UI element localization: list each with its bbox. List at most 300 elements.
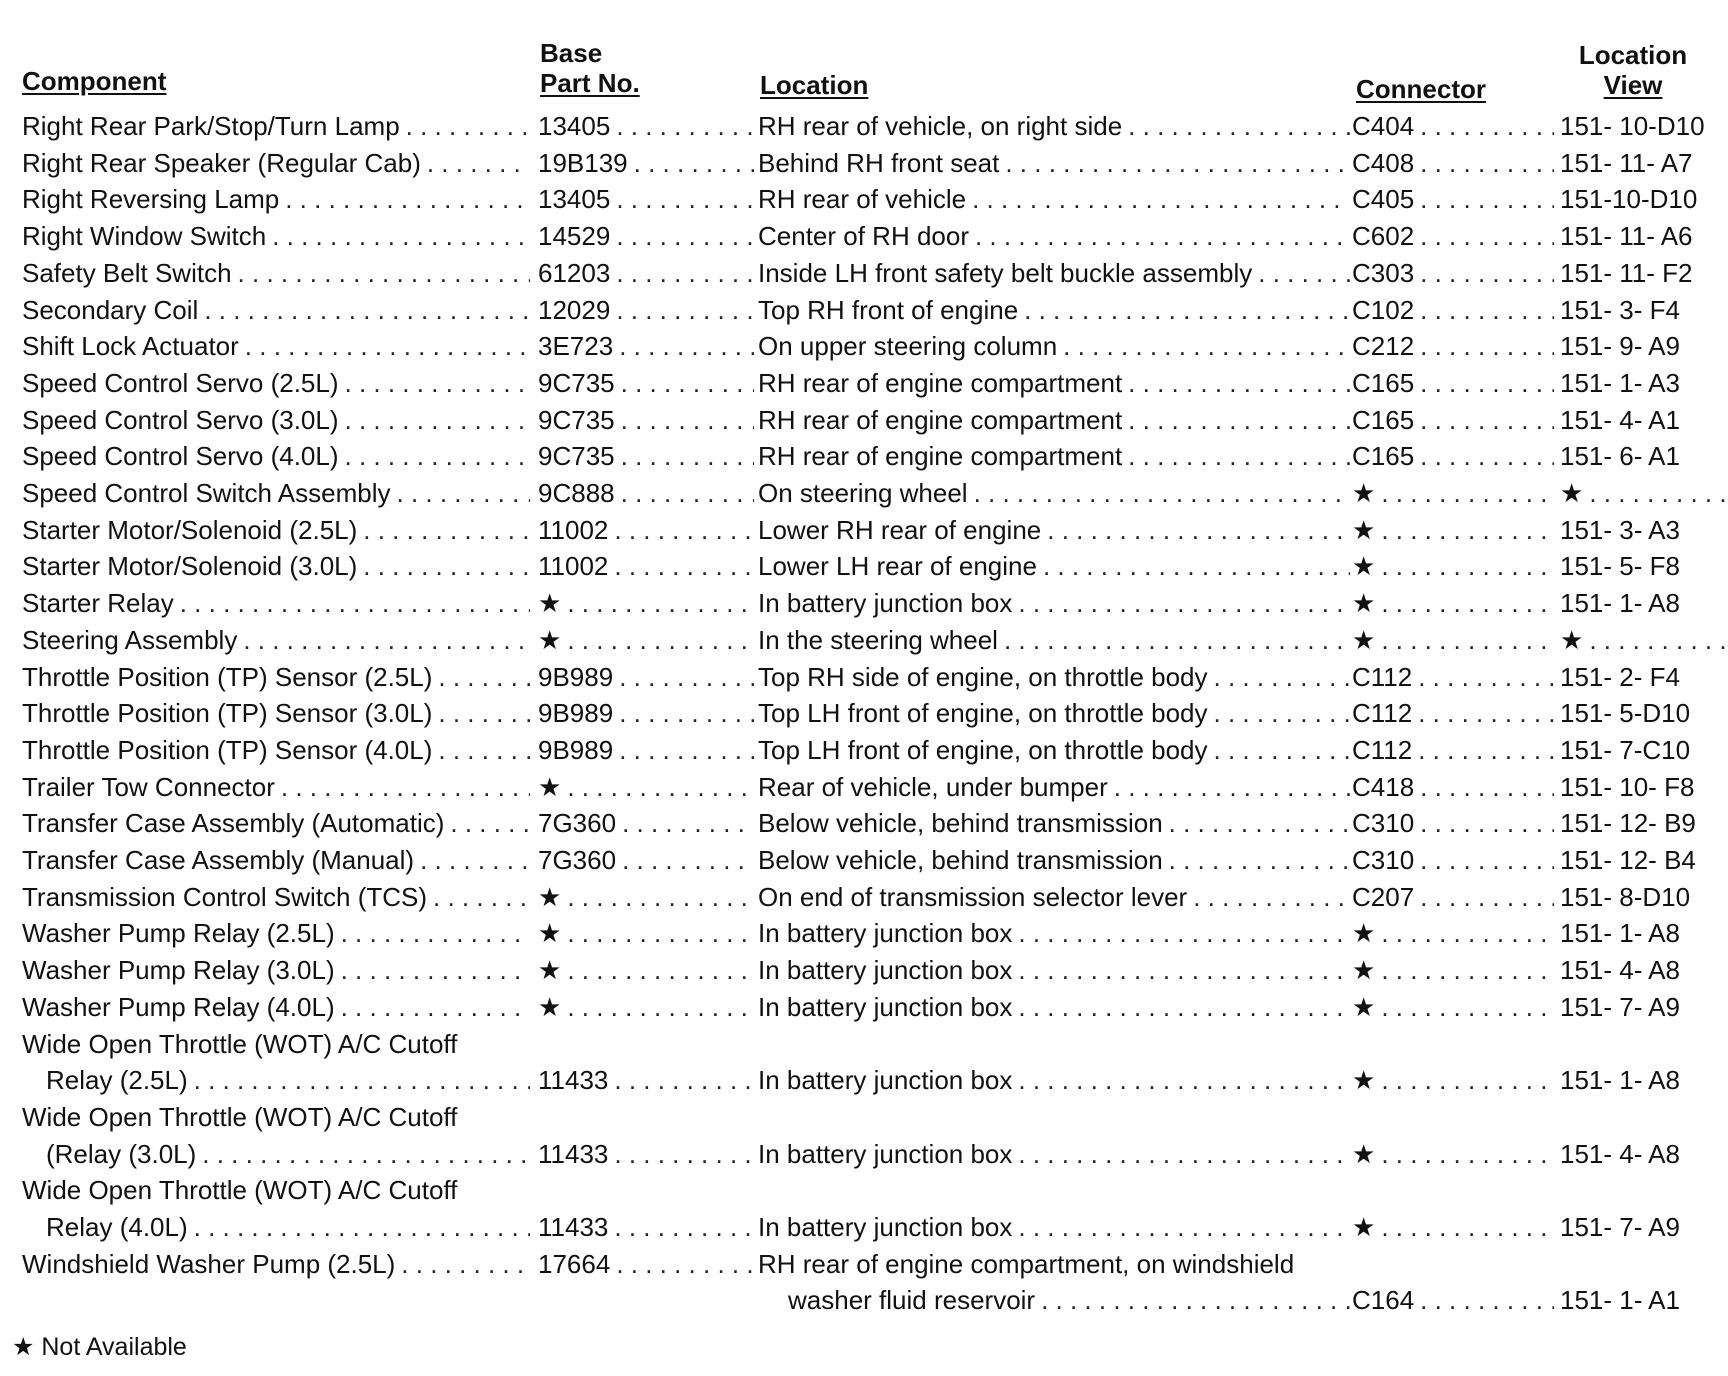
table-row xyxy=(0,292,1728,328)
component-cell xyxy=(22,548,530,584)
dot-leader xyxy=(1375,622,1554,658)
location-view-cell-text: 151-10-D10 xyxy=(1560,184,1698,215)
location-cell xyxy=(758,145,1350,181)
component-cell xyxy=(22,989,530,1025)
table-row xyxy=(0,328,1728,364)
connector-cell xyxy=(1352,1136,1554,1172)
location-cell-text: Below vehicle, behind transmission xyxy=(758,808,1163,839)
location-view-cell-text: 151- 1- A8 xyxy=(1560,918,1680,949)
part-number-cell xyxy=(538,622,754,658)
part-number-cell xyxy=(538,1062,754,1098)
dot-leader xyxy=(610,292,754,328)
location-cell xyxy=(758,842,1350,878)
connector-cell-text: C404 xyxy=(1352,111,1415,141)
location-view-cell-text: 151- 10- F8 xyxy=(1560,771,1695,802)
dot-leader xyxy=(1375,915,1554,951)
dot-leader xyxy=(1414,145,1554,181)
dot-leader xyxy=(1035,1282,1350,1318)
location-cell-text: Lower LH rear of engine xyxy=(758,551,1037,582)
table-row xyxy=(0,805,1728,841)
dot-leader xyxy=(561,585,754,621)
dot-leader xyxy=(1012,1062,1350,1098)
dot-leader xyxy=(335,915,530,951)
location-view-cell-text: 151- 4- A8 xyxy=(1560,1138,1680,1169)
dot-leader xyxy=(998,622,1350,658)
connector-cell-text: ★ xyxy=(1352,1212,1376,1242)
location-view-cell-text: ★ xyxy=(1560,624,1584,655)
location-cell-text: In battery junction box xyxy=(758,1212,1013,1242)
location-cell xyxy=(758,732,1350,768)
location-cell xyxy=(758,1062,1350,1098)
part-number-cell xyxy=(538,1136,754,1172)
connector-cell xyxy=(1352,365,1554,401)
dot-leader xyxy=(339,438,530,474)
dot-leader xyxy=(1412,695,1554,731)
connector-cell xyxy=(1352,622,1554,658)
component-cell xyxy=(22,879,530,915)
dot-leader xyxy=(1375,585,1554,621)
location-view-cell-text: 151- 12- B4 xyxy=(1560,845,1696,875)
part-number-cell xyxy=(538,879,754,915)
connector-cell-text: C112 xyxy=(1352,661,1413,692)
connector-cell-text: ★ xyxy=(1352,588,1376,619)
dot-leader xyxy=(1208,732,1350,768)
component-cell-continued xyxy=(22,1062,530,1098)
location-cell-text: RH rear of vehicle, on right side xyxy=(758,111,1123,141)
connector-cell xyxy=(1352,952,1554,988)
part-number-cell-text: 17664 xyxy=(538,1248,611,1279)
table-row xyxy=(0,1099,1728,1135)
component-cell-text: Speed Control Servo (3.0L) xyxy=(22,404,339,435)
dot-leader xyxy=(1037,548,1350,584)
connector-cell-text: ★ xyxy=(1352,1138,1376,1169)
connector-cell xyxy=(1352,292,1554,328)
table-row-continued xyxy=(0,1136,1728,1172)
location-view-cell xyxy=(1560,915,1726,951)
component-cell-text: Throttle Position (TP) Sensor (4.0L) xyxy=(22,734,433,765)
dot-leader xyxy=(444,805,530,841)
location-view-cell xyxy=(1560,585,1726,621)
connector-cell xyxy=(1352,108,1554,144)
location-cell xyxy=(758,292,1350,328)
dot-leader xyxy=(1375,1062,1554,1098)
dot-leader xyxy=(610,108,754,144)
location-cell xyxy=(758,769,1350,805)
connector-cell xyxy=(1352,769,1554,805)
location-cell-text: In battery junction box xyxy=(758,955,1013,986)
part-number-cell-text: 9C735 xyxy=(538,404,615,435)
connector-cell xyxy=(1352,512,1554,548)
location-view-cell xyxy=(1560,1136,1726,1172)
dot-leader xyxy=(1414,879,1554,915)
component-cell xyxy=(22,1099,530,1135)
location-view-cell-text: 151- 10-D10 xyxy=(1560,111,1705,141)
dot-leader xyxy=(275,769,530,805)
connector-cell xyxy=(1352,695,1554,731)
connector-cell-text: ★ xyxy=(1352,991,1376,1022)
component-cell-continued-text: Relay (4.0L) xyxy=(46,1212,188,1242)
connector-cell-text: C310 xyxy=(1352,845,1415,875)
component-cell-continued xyxy=(22,1209,530,1245)
location-view-cell xyxy=(1560,732,1726,768)
component-cell xyxy=(22,695,530,731)
part-number-cell-text: 9B989 xyxy=(538,698,614,729)
connector-cell-text: ★ xyxy=(1352,478,1376,508)
part-number-cell-text: 11433 xyxy=(538,1212,609,1242)
dot-leader xyxy=(395,1246,530,1282)
location-view-cell xyxy=(1560,805,1726,841)
connector-cell xyxy=(1352,255,1554,291)
table-row xyxy=(0,438,1728,474)
dot-leader xyxy=(1012,585,1350,621)
component-cell-text: Steering Assembly xyxy=(22,624,238,655)
location-cell-text: In battery junction box xyxy=(758,991,1013,1022)
connector-cell-text: C112 xyxy=(1352,698,1413,729)
component-cell-text: Trailer Tow Connector xyxy=(22,771,275,802)
part-number-cell xyxy=(538,732,754,768)
dot-leader xyxy=(188,1209,530,1245)
location-view-cell-text: 151- 12- B9 xyxy=(1560,808,1696,839)
component-cell xyxy=(22,1246,530,1282)
dot-leader xyxy=(561,952,754,988)
component-cell-text: Washer Pump Relay (2.5L) xyxy=(22,918,335,949)
dot-leader xyxy=(1414,402,1554,438)
location-cell-text: Below vehicle, behind transmission xyxy=(758,845,1163,875)
location-cell-text: In the steering wheel xyxy=(758,624,998,655)
part-number-cell xyxy=(538,989,754,1025)
location-view-cell xyxy=(1560,548,1726,584)
dot-leader xyxy=(615,438,754,474)
dot-leader xyxy=(1208,659,1350,695)
location-cell xyxy=(758,512,1350,548)
part-number-cell-text: 11002 xyxy=(538,514,609,545)
table-row xyxy=(0,181,1728,217)
table-row xyxy=(0,989,1728,1025)
location-view-cell-text: 151- 8-D10 xyxy=(1560,881,1691,912)
location-view-cell-text: 151- 3- F4 xyxy=(1560,294,1680,325)
dot-leader xyxy=(616,805,754,841)
location-cell xyxy=(758,328,1350,364)
dot-leader xyxy=(174,585,530,621)
part-number-cell xyxy=(538,145,754,181)
part-number-cell xyxy=(538,952,754,988)
table-row xyxy=(0,1026,1728,1062)
table-row xyxy=(0,842,1728,878)
location-view-cell-text: 151- 1- A1 xyxy=(1560,1285,1680,1316)
dot-leader xyxy=(239,328,530,364)
dot-leader xyxy=(335,952,530,988)
header-base-label: Base xyxy=(540,38,603,68)
table-row xyxy=(0,695,1728,731)
connector-cell xyxy=(1352,1209,1554,1245)
location-cell-text: In battery junction box xyxy=(758,1065,1013,1096)
location-view-cell xyxy=(1560,622,1726,658)
dot-leader xyxy=(561,622,754,658)
part-number-cell-text: ★ xyxy=(538,955,562,986)
location-cell-continued xyxy=(758,1282,1350,1318)
part-number-cell xyxy=(538,915,754,951)
component-cell-text: Safety Belt Switch xyxy=(22,257,232,288)
dot-leader xyxy=(266,218,530,254)
component-cell xyxy=(22,292,530,328)
dot-leader xyxy=(561,879,754,915)
dot-leader xyxy=(1414,181,1554,217)
connector-cell-text: C102 xyxy=(1352,294,1415,325)
dot-leader xyxy=(561,989,754,1025)
table-row-continued xyxy=(0,1209,1728,1245)
connector-cell-text: ★ xyxy=(1352,918,1376,949)
location-view-cell xyxy=(1560,1209,1726,1245)
dot-leader xyxy=(615,402,754,438)
location-cell xyxy=(758,585,1350,621)
dot-leader xyxy=(1122,438,1350,474)
connector-cell xyxy=(1352,548,1554,584)
location-cell-text: Top LH front of engine, on throttle body xyxy=(758,734,1208,765)
part-number-cell-text: 11433 xyxy=(538,1065,609,1096)
part-number-cell-text: 9C888 xyxy=(538,478,615,508)
location-view-cell-text: 151- 7-C10 xyxy=(1560,734,1691,765)
dot-leader xyxy=(613,659,754,695)
component-cell-text: Starter Motor/Solenoid (3.0L) xyxy=(22,551,358,582)
part-number-cell xyxy=(538,585,754,621)
location-view-cell-text: 151- 3- A3 xyxy=(1560,514,1680,545)
location-cell xyxy=(758,622,1350,658)
part-number-cell-text: 11433 xyxy=(538,1138,609,1169)
table-row-continued xyxy=(0,1282,1728,1318)
component-cell xyxy=(22,732,530,768)
location-cell xyxy=(758,659,1350,695)
component-cell xyxy=(22,622,530,658)
component-cell xyxy=(22,328,530,364)
dot-leader xyxy=(1375,1136,1554,1172)
dot-leader xyxy=(1412,732,1554,768)
component-cell xyxy=(22,842,530,878)
component-cell xyxy=(22,402,530,438)
connector-cell-text: C207 xyxy=(1352,881,1415,912)
dot-leader xyxy=(613,695,754,731)
location-view-cell-text: 151- 4- A8 xyxy=(1560,955,1680,986)
location-cell xyxy=(758,1209,1350,1245)
dot-leader xyxy=(610,1246,754,1282)
connector-cell-text: C408 xyxy=(1352,147,1415,178)
connector-cell xyxy=(1352,1282,1554,1318)
component-cell xyxy=(22,512,530,548)
part-number-cell xyxy=(538,328,754,364)
location-view-cell-text: 151- 11- A6 xyxy=(1560,221,1693,252)
component-cell xyxy=(22,1172,530,1208)
dot-leader xyxy=(427,879,530,915)
table-row xyxy=(0,952,1728,988)
connector-cell xyxy=(1352,145,1554,181)
dot-leader xyxy=(1122,108,1350,144)
connector-cell-text: C164 xyxy=(1352,1285,1415,1316)
part-number-cell-text: ★ xyxy=(538,918,562,949)
header-location-view-line2: View xyxy=(1603,70,1663,100)
location-cell xyxy=(758,695,1350,731)
location-cell-text: On end of transmission selector lever xyxy=(758,881,1188,912)
component-cell-text: Wide Open Throttle (WOT) A/C Cutoff xyxy=(22,1175,458,1206)
dot-leader xyxy=(432,659,530,695)
part-number-cell-text: ★ xyxy=(538,881,562,912)
dot-leader xyxy=(357,548,530,584)
dot-leader xyxy=(1583,622,1726,658)
dot-leader xyxy=(339,402,530,438)
location-view-cell xyxy=(1560,842,1726,878)
component-cell-text: Throttle Position (TP) Sensor (2.5L) xyxy=(22,661,433,692)
connector-cell-text: ★ xyxy=(1352,955,1376,986)
dot-leader xyxy=(1414,1282,1554,1318)
location-cell-text: Top LH front of engine, on throttle body xyxy=(758,698,1208,729)
dot-leader xyxy=(616,842,754,878)
dot-leader xyxy=(1375,475,1554,511)
part-number-cell-text: 13405 xyxy=(538,184,611,215)
location-view-cell xyxy=(1560,145,1726,181)
dot-leader xyxy=(613,328,754,364)
component-cell xyxy=(22,218,530,254)
dot-leader xyxy=(357,512,530,548)
dot-leader xyxy=(999,145,1350,181)
table-row xyxy=(0,879,1728,915)
location-view-cell-text: 151- 2- F4 xyxy=(1560,661,1680,692)
component-cell-text: Right Rear Speaker (Regular Cab) xyxy=(22,147,421,178)
component-cell-text: Right Window Switch xyxy=(22,221,267,252)
connector-cell xyxy=(1352,805,1554,841)
dot-leader xyxy=(414,842,530,878)
location-view-cell xyxy=(1560,659,1726,695)
location-view-cell xyxy=(1560,328,1726,364)
dot-leader xyxy=(1041,512,1350,548)
header-part-no-label: Part No. xyxy=(540,68,640,98)
table-row xyxy=(0,402,1728,438)
connector-cell xyxy=(1352,328,1554,364)
dot-leader xyxy=(1018,292,1350,328)
dot-leader xyxy=(196,1136,530,1172)
part-number-cell-text: ★ xyxy=(538,771,562,802)
location-cell xyxy=(758,989,1350,1025)
location-view-cell xyxy=(1560,108,1726,144)
dot-leader xyxy=(1375,548,1554,584)
dot-leader xyxy=(1414,805,1554,841)
part-number-cell xyxy=(538,438,754,474)
dot-leader xyxy=(1375,989,1554,1025)
location-cell xyxy=(758,181,1350,217)
location-cell-text: Behind RH front seat xyxy=(758,147,1000,178)
part-number-cell xyxy=(538,548,754,584)
header-connector-label: Connector xyxy=(1356,74,1486,104)
part-number-cell-text: 9B989 xyxy=(538,661,614,692)
component-cell xyxy=(22,181,530,217)
component-cell xyxy=(22,438,530,474)
dot-leader xyxy=(1375,952,1554,988)
dot-leader xyxy=(1012,1136,1350,1172)
location-cell xyxy=(758,952,1350,988)
header-location-view-line1: Location xyxy=(1578,40,1688,70)
location-view-cell-text: 151- 11- F2 xyxy=(1560,257,1693,288)
dot-leader xyxy=(432,732,530,768)
dot-leader xyxy=(1375,1209,1554,1245)
component-cell-continued xyxy=(22,1136,530,1172)
location-cell-text: On upper steering column xyxy=(758,331,1058,362)
part-number-cell-text: 12029 xyxy=(538,294,611,325)
location-view-cell xyxy=(1560,989,1726,1025)
location-cell-continued-text: washer fluid reservoir xyxy=(788,1285,1036,1316)
dot-leader xyxy=(1375,512,1554,548)
table-row xyxy=(0,585,1728,621)
location-view-cell-text: 151- 9- A9 xyxy=(1560,331,1680,362)
connector-cell-text: C602 xyxy=(1352,221,1415,252)
component-cell xyxy=(22,475,530,511)
connector-cell-text: C310 xyxy=(1352,808,1415,839)
location-cell xyxy=(758,218,1350,254)
location-cell xyxy=(758,438,1350,474)
part-number-cell-text: 9B989 xyxy=(538,734,614,765)
connector-cell-text: C165 xyxy=(1352,441,1415,472)
dot-leader xyxy=(608,512,754,548)
part-number-cell xyxy=(538,512,754,548)
connector-cell xyxy=(1352,989,1554,1025)
location-cell-text: Top RH front of engine xyxy=(758,294,1019,325)
dot-leader xyxy=(1414,218,1554,254)
location-cell xyxy=(758,365,1350,401)
table-row xyxy=(0,659,1728,695)
dot-leader xyxy=(1412,659,1554,695)
dot-leader xyxy=(432,695,530,731)
dot-leader xyxy=(561,915,754,951)
dot-leader xyxy=(615,365,754,401)
location-view-cell xyxy=(1560,438,1726,474)
component-cell-text: Speed Control Switch Assembly xyxy=(22,478,391,508)
dot-leader xyxy=(1414,108,1554,144)
table-row xyxy=(0,548,1728,584)
dot-leader xyxy=(1208,695,1350,731)
part-number-cell xyxy=(538,255,754,291)
part-number-cell-text: 61203 xyxy=(538,257,611,288)
part-number-cell xyxy=(538,475,754,511)
table-row xyxy=(0,475,1728,511)
component-cell-text: Secondary Coil xyxy=(22,294,199,325)
dot-leader xyxy=(608,1136,754,1172)
connector-cell xyxy=(1352,879,1554,915)
location-cell xyxy=(758,548,1350,584)
dot-leader xyxy=(608,1209,754,1245)
location-cell xyxy=(758,402,1350,438)
location-cell-text: Top RH side of engine, on throttle body xyxy=(758,661,1208,692)
location-view-cell-text: 151- 5- F8 xyxy=(1560,551,1680,582)
location-cell xyxy=(758,879,1350,915)
location-cell-text: On steering wheel xyxy=(758,478,968,508)
location-view-cell-text: ★ xyxy=(1560,478,1584,508)
component-cell-continued-text: (Relay (3.0L) xyxy=(46,1138,197,1169)
footnote: ★ Not Available xyxy=(12,1333,187,1361)
part-number-cell xyxy=(538,842,754,878)
dot-leader xyxy=(339,365,530,401)
part-number-cell xyxy=(538,402,754,438)
location-view-cell xyxy=(1560,365,1726,401)
location-cell-text: RH rear of engine compartment xyxy=(758,441,1123,472)
connector-cell xyxy=(1352,585,1554,621)
dot-leader xyxy=(1108,769,1350,805)
connector-cell xyxy=(1352,842,1554,878)
connector-cell-text: C165 xyxy=(1352,367,1415,398)
component-cell xyxy=(22,769,530,805)
dot-leader xyxy=(400,108,530,144)
connector-cell xyxy=(1352,438,1554,474)
dot-leader xyxy=(966,181,1350,217)
part-number-cell xyxy=(538,218,754,254)
location-view-cell-text: 151- 6- A1 xyxy=(1560,441,1680,472)
table-row xyxy=(0,145,1728,181)
part-number-cell-text: 7G360 xyxy=(538,808,617,839)
